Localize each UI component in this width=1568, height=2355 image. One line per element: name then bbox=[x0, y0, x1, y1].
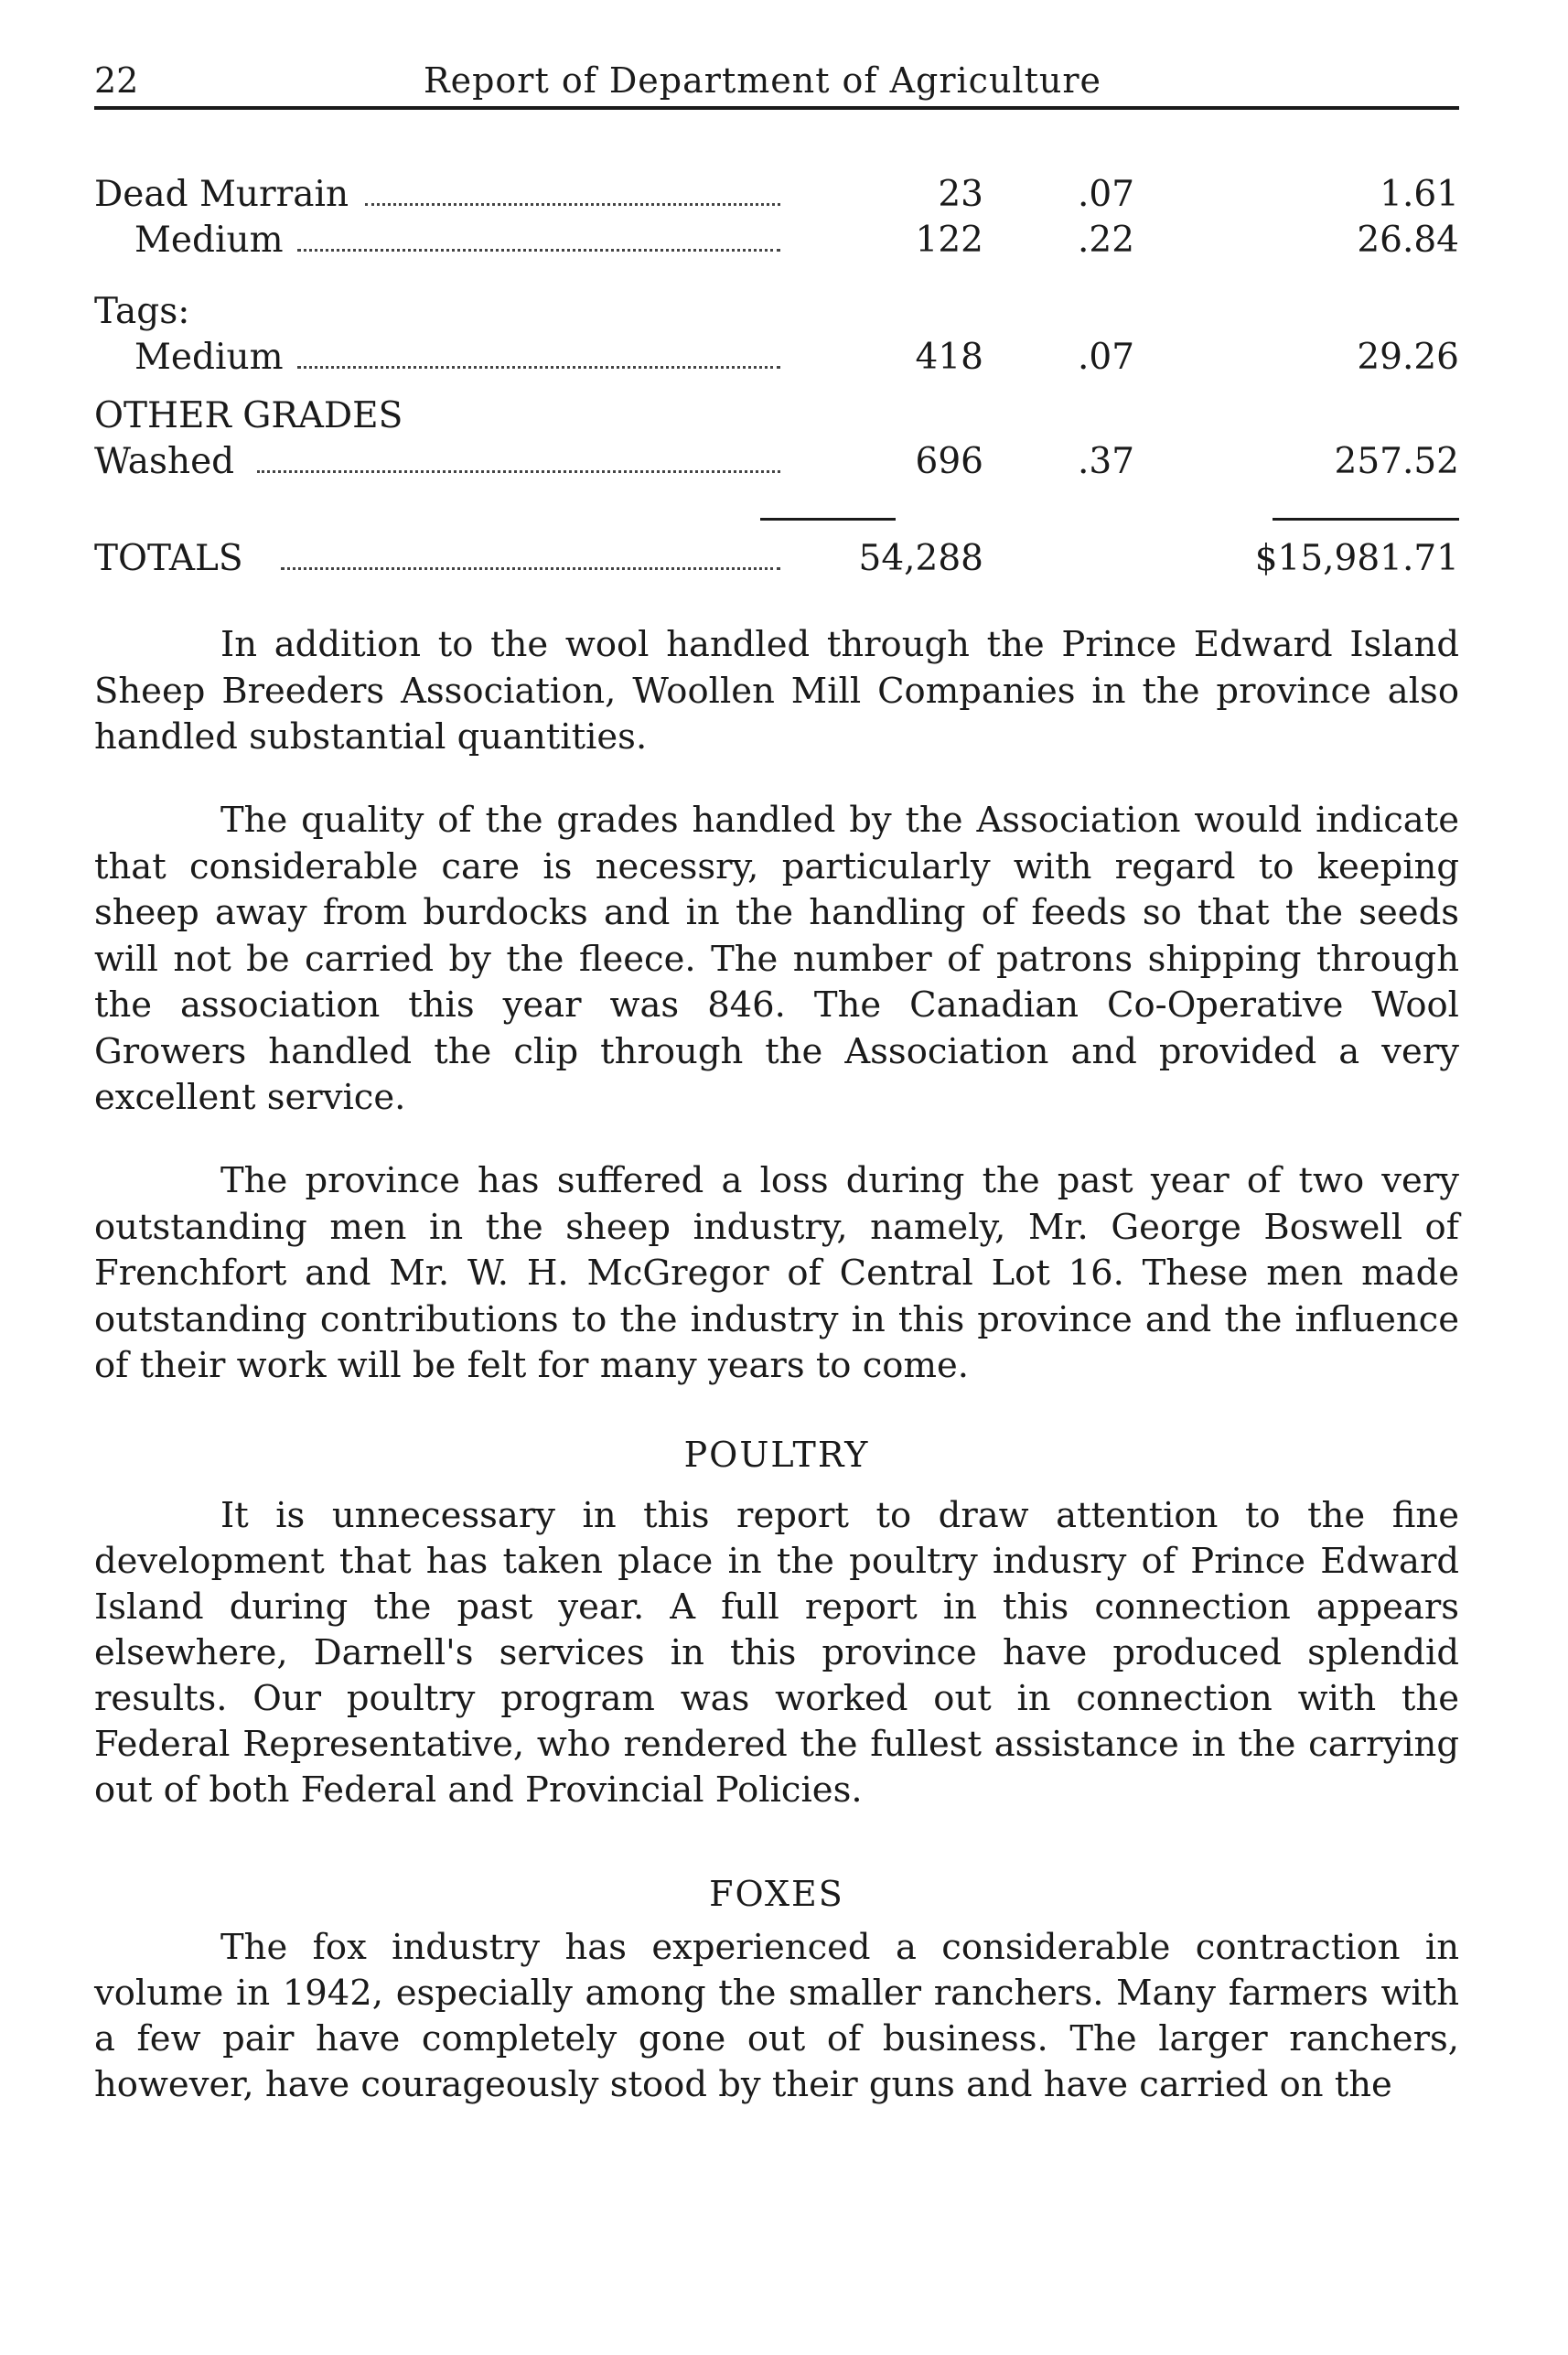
totals-value: $15,981.71 bbox=[1254, 538, 1459, 579]
paragraph-sheep-industry-loss: The province has suffered a loss during the past year of two very outstanding men in the sheep industry, namely, Mr. George Boswell of Frenchfort and Mr. W. H. McGregor of Central Lot 16. These men made outstanding contributions to the industry in this province and the influence of their work will be felt for many years to come. bbox=[94, 1160, 1459, 1386]
paragraph-poultry: It is unnecessary in this report to draw attention to the fine development that has taken place in the poultry indusry of Prince Edward Island during the past year. A full report in this connection appears elsewhere, Darnell's services in this province have produced splendid results. Our poultry program was worked out in connection with the Federal Representative, who rendered the fullest assistance in the carrying out of both Federal and Provincial Policies. bbox=[94, 1495, 1459, 1811]
row-value: 1.61 bbox=[1380, 174, 1459, 215]
dot-leader bbox=[257, 470, 780, 473]
header-rule bbox=[94, 106, 1459, 110]
dot-leader bbox=[297, 366, 780, 369]
paragraph-grade-quality: The quality of the grades handled by the Association would indicate that considerable care is necessry, particularly with regard to keeping sheep away from burdocks and in the handling of feeds so that the seeds will not be carried by the fleece. The number of patrons shipping through the association this year was 846. The Canadian Co-Operative Wool Growers handled the clip through the Association and provided a very excellent service. bbox=[94, 800, 1459, 1118]
group-heading-other-grades: OTHER GRADES bbox=[94, 395, 403, 436]
section-heading-foxes: FOXES bbox=[709, 1874, 844, 1914]
table-row bbox=[94, 441, 1459, 487]
row-price: .07 bbox=[1078, 174, 1135, 215]
running-title: Report of Department of Agriculture bbox=[424, 60, 1101, 101]
totals-quantity: 54,288 bbox=[858, 538, 983, 579]
row-quantity: 418 bbox=[915, 337, 983, 378]
row-label: Medium bbox=[134, 337, 284, 378]
row-quantity: 696 bbox=[915, 441, 983, 482]
row-value: 26.84 bbox=[1357, 220, 1459, 261]
row-label: Washed bbox=[94, 441, 235, 482]
paragraph-foxes: The fox industry has experienced a considerable contraction in volume in 1942, especially among the smaller ranchers. Many farmers with a few pair have completely gone out of business. The larger ranchers, however, have courageously stood by their guns and have carried on the bbox=[94, 1927, 1459, 2105]
table-row bbox=[94, 174, 1459, 220]
paragraph-woollen-mills: In addition to the wool handled through the Prince Edward Island Sheep Breeders Association, Woollen Mill Companies in the province also handled substantial quantities. bbox=[94, 624, 1459, 758]
row-price: .22 bbox=[1078, 220, 1135, 261]
table-row bbox=[94, 220, 1459, 265]
row-quantity: 122 bbox=[915, 220, 983, 261]
group-heading-tags: Tags: bbox=[94, 291, 190, 332]
dot-leader bbox=[281, 567, 780, 570]
row-price: .07 bbox=[1078, 337, 1135, 378]
totals-row bbox=[94, 538, 1459, 584]
row-quantity: 23 bbox=[938, 174, 983, 215]
row-label: Dead Murrain bbox=[94, 174, 349, 215]
totals-label: TOTALS bbox=[94, 538, 243, 579]
value-sum-rule bbox=[1273, 518, 1459, 521]
row-label: Medium bbox=[134, 220, 284, 261]
row-value: 257.52 bbox=[1334, 441, 1459, 482]
page-number: 22 bbox=[94, 60, 139, 101]
section-heading-poultry: POULTRY bbox=[683, 1435, 870, 1475]
page-header bbox=[94, 60, 1457, 112]
dot-leader bbox=[365, 203, 780, 206]
dot-leader bbox=[297, 249, 780, 252]
row-value: 29.26 bbox=[1357, 337, 1459, 378]
row-price: .37 bbox=[1078, 441, 1135, 482]
table-row bbox=[94, 337, 1459, 382]
quantity-sum-rule bbox=[760, 518, 896, 521]
